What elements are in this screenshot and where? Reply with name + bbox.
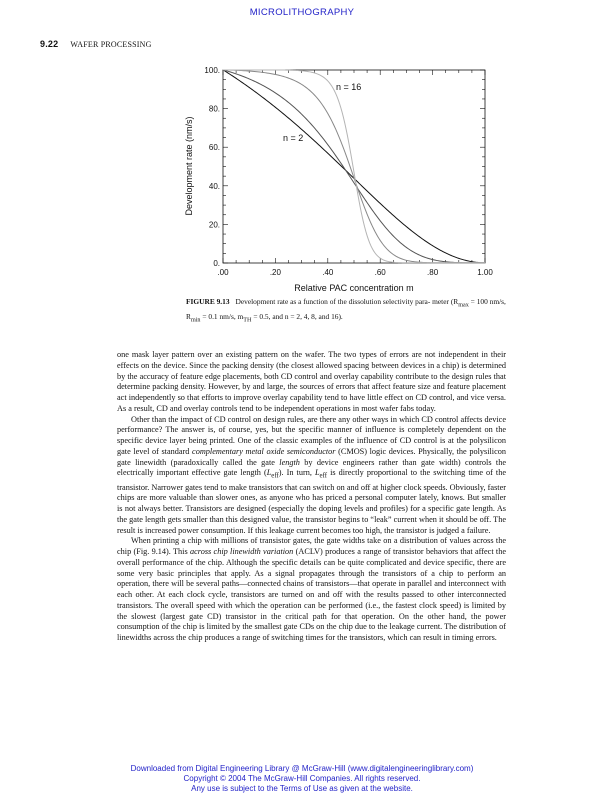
running-head [40,39,152,49]
x-axis-ticks [223,70,485,263]
footer-line-1: Downloaded from Digital Engineering Library @ McGraw-Hill (www.digitalengineeringlibrary.com) [130,764,474,773]
series-line-n-4 [223,70,485,263]
development-rate-chart [0,60,604,295]
y-tick-label: 100. [204,66,220,75]
x-tick-label: 1.00 [477,268,493,277]
paragraph-3: When printing a chip with millions of transistor gates, the gate widths take on a distribution of values across the chip (Fig. 9.14). This across chip linewidth variation (ACLV) produces a range of transistor behaviors that affect the overall performance of the chip. Although the specific details can be quite complicated and device specific, there are some very basic principles that apply. As a signal propagates through the transistors of a chip to perform an operation, there will be several paths—connected chains of transistors—that operate in parallel and interconnect with each other. At each clock cycle, transistors are turned on and off with the results passed to other interconnected transistors. The overall speed with which the operation can be performed (i.e., the fastest clock speed) is limited by the slowest (largest gate CD) transistor in the critical path for that operation. On the other hand, the power consumption of the chip is limited by the smallest gate CDs on the chip due to the leakage current. The distribution of linewidths across the chip produces a range of switching times for the transistors, which can result in timing errors. [117,536,506,643]
footer-line-2: Copyright © 2004 The McGraw-Hill Companies. All rights reserved. [183,774,421,783]
footer-line-3: Any use is subject to the Terms of Use as given at the website. [191,784,413,793]
y-tick-label: 60. [208,143,220,153]
y-tick-label: 80. [208,104,220,114]
y-axis-ticks [223,70,485,263]
body-text [117,350,506,644]
download-footer [0,764,604,794]
y-axis-label: Development rate (nm/s) [184,116,194,216]
x-tick-label: .40 [322,268,334,277]
section-title: WAFER PROCESSING [70,40,152,49]
y-tick-label: 0. [213,259,220,268]
annotation-n16: n = 16 [336,82,362,92]
series-lines [223,70,485,263]
x-tick-label: .80 [427,268,439,277]
plot-frame [223,70,485,263]
figure-caption: FIGURE 9.13 Development rate as a function of the dissolution selectivity para- meter ($R_{max} = 100$ nm/s, $R_{min} = 0.1$ nm/s, $m_{TH} = 0.5$, and n = 2, 4, 8, and 16). [186,297,506,324]
x-axis-tick-labels [217,268,493,277]
page-number: 9.22 [40,39,59,49]
top-banner: MICROLITHOGRAPHY [249,7,355,18]
paragraph-2: Other than the impact of CD control on design rules, are there any other ways in which CD control affects device performance? The answer is, of course, yes, but the specific manner of influence is completely dependent on the specific device layer being printed. One of the classic examples of the influence of CD control is at the polysilicon gate level of standard complementary metal oxide semiconductor (CMOS) logic devices. Physically, the polysilicon gate linewidth (paradoxically called the gate length by device engineers rather than gate width) controls the electrically important effective gate length $(L_{eff})$. In turn, $L_{eff}$ is directly proportional to the switching time of the transistor. Narrower gates tend to make transistors that can switch on and off at higher clock speeds. Obviously, faster chips are more valuable than slower ones, as anyone who has priced a personal computer lately, knows. But smaller is not always better. Transistors are designed (especially the doping levels and profiles) for a specific gate length. As the gate length gets smaller than this designed value, the transistor begins to “leak” current when it should be off. The result is increased power consumption. If this leakage current becomes too high, the transistor is judged a failure. [117,414,506,535]
y-tick-label: 20. [208,220,220,230]
y-tick-label: 40. [208,181,220,191]
x-tick-label: .60 [374,268,386,277]
x-axis-label: Relative PAC concentration m [294,283,414,293]
x-tick-label: .20 [269,268,281,277]
series-line-n-8 [223,70,485,263]
series-line-n-16 [223,70,485,263]
series-line-n-2 [223,70,485,263]
x-tick-label: .00 [217,268,229,277]
y-axis-tick-labels [204,66,220,268]
figure-label: FIGURE 9.13 [186,297,230,306]
annotation-n2: n = 2 [283,133,304,143]
paragraph-1: one mask layer pattern over an existing pattern on the wafer. The two types of errors are not independent in their effects on the device. Since the packing density (the closest allowed spacing between devices in a chip) is determined by the accuracy of feature edge placements, both CD control and overlay capability contribute to the design rules that determine packing density. However, by and large, the sources of errors that affect feature size and feature placement act independently so that efforts to improve overlay capability tend to have little effect on CD control, and vice versa. As a result, CD and overlay controls tend to be independent operations in most wafer fabs today. [117,350,506,413]
